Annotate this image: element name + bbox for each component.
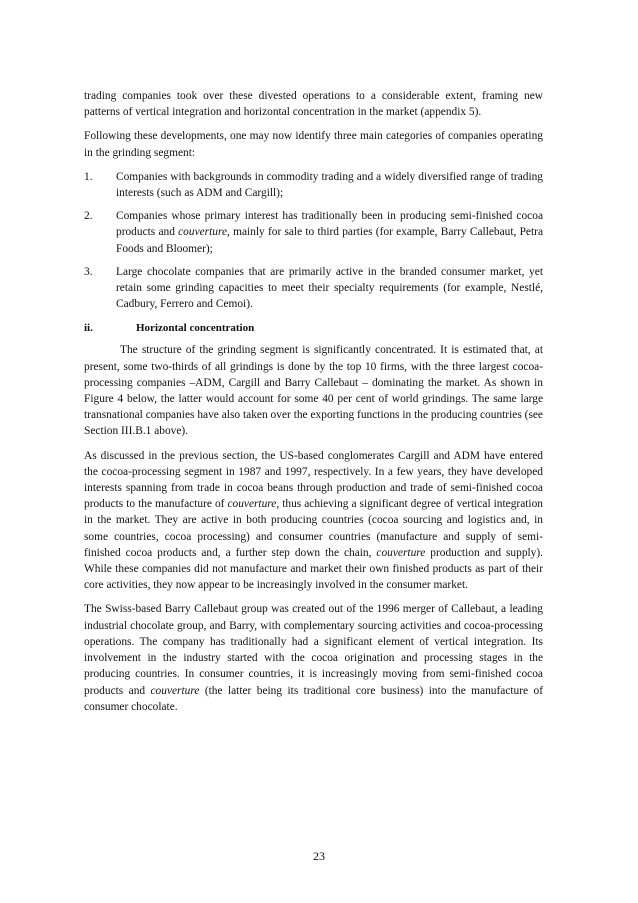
list-item-text [116,208,543,257]
section-heading [84,320,543,336]
list-item-text-part: Companies whose primary interest has traditionally been in producing semi-finished cocoa products and [116,210,543,239]
italic-term: couverture [150,684,200,697]
company-categories-list [84,169,543,313]
paragraph-structure: The structure of the grinding segment is significantly concentrated. It is estimated that, at present, some two-thirds of all grindings is done by the top 10 firms, with the three largest cocoa-processing companies –ADM, Cargill and Barry Callebaut – dominating the market. As shown in Figure 4 below, the latter would account for some 40 per cent of world grindings. The same large transnational companies have also taken over the exporting functions in the producing countries (see Section III.B.1 above). [84,344,543,438]
page-number: 23 [313,849,325,863]
paragraph-discussed [84,448,543,594]
list-item [84,264,543,313]
list-item [84,208,543,257]
list-item-number: 3. [84,265,93,278]
list-item [84,169,543,201]
paragraph-following: Following these developments, one may now identify three main categories of companies operating in the grinding segment: [84,130,543,159]
section-heading-number: ii. [84,322,93,335]
italic-term: couverture [376,546,426,559]
list-item-text: Large chocolate companies that are primarily active in the branded consumer market, yet retain some grinding capacities to meet their specialty requirements (for example, Nestlé, Cadbury, Ferrero and Cemoi). [116,265,543,311]
paragraph-text-part: (the latter being its traditional core business) into the manufacture of consumer chocolate. [84,684,543,713]
paragraph-text-part: production and supply). While these companies did not manufacture and market their own finished products as part of their core activities, they now appear to be increasingly involved in the consumer market. [84,546,544,592]
list-item-text-part: , mainly for sale to third parties (for example, Barry Callebaut, Petra Foods and Bloomer); [116,226,544,255]
section-heading-title: Horizontal concentration [136,322,255,335]
italic-term: couverture [178,226,228,239]
paragraph-intro: trading companies took over these divested operations to a considerable extent, framing new patterns of vertical integration and horizontal concentration in the market (appendix 5). [84,90,543,119]
italic-term: couverture [227,498,277,511]
page-body [84,88,543,723]
list-item-number: 1. [84,170,93,183]
list-item-number: 2. [84,210,93,223]
paragraph-text-part: As discussed in the previous section, the US-based conglomerates Cargill and ADM have entered the cocoa-processing segment in 1987 and 1997, respectively. In a few years, they have developed interests spanning from trade in cocoa beans through production and trade of semi-finished cocoa products to the manufacture of [84,449,543,511]
paragraph-swiss [84,601,543,714]
paragraph-text-part: , thus achieving a significant degree of vertical integration in the market. They are active in both producing countries (cocoa sourcing and logistics and, in some countries, cocoa processing) and consumer countries (manufacture and supply of semi-finished cocoa products and, a further step down the chain, [84,498,543,559]
paragraph-text-part: The Swiss-based Barry Callebaut group was created out of the 1996 merger of Callebaut, a leading industrial chocolate group, and Barry, with complementary sourcing activities and cocoa-processing operations. The company has traditionally had a significant element of vertical integration. Its involvement in the industry started with the cocoa origination and processing stages in the producing countries. In consumer countries, it is increasingly moving from semi-finished cocoa products and [84,603,543,697]
list-item-text: Companies with backgrounds in commodity trading and a widely diversified range of trading interests (such as ADM and Cargill); [116,170,543,200]
